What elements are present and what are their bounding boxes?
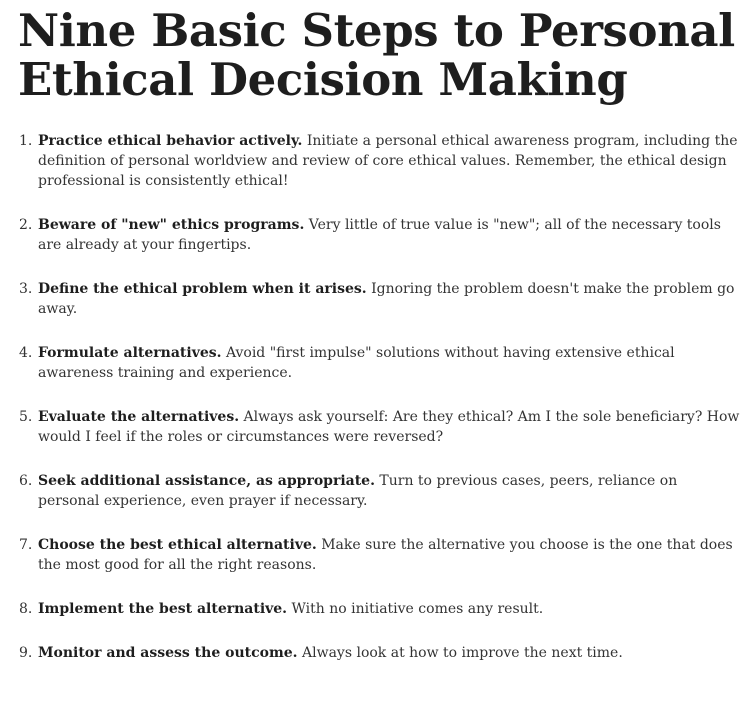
step-lead: Practice ethical behavior actively. [38, 133, 303, 149]
page-title: Nine Basic Steps to Personal Ethical Decision Making [18, 4, 735, 106]
step-lead: Beware of "new" ethics programs. [38, 217, 305, 233]
step-lead: Define the ethical problem when it arises. [38, 281, 367, 297]
step-text: Avoid "first impulse" solutions without having extensive ethical awareness training and experience. [38, 345, 675, 381]
step-text: Always look at how to improve the next time. [302, 645, 623, 661]
step-number: 7. [19, 537, 33, 553]
step-lead: Evaluate the alternatives. [38, 409, 240, 425]
steps-list [0, 131, 740, 687]
step-text: With no initiative comes any result. [291, 601, 544, 617]
step-lead: Formulate alternatives. [38, 345, 222, 361]
list-item [0, 131, 740, 191]
list-item [0, 279, 740, 319]
list-item [0, 407, 740, 447]
list-item [0, 343, 740, 383]
list-item [0, 471, 740, 511]
step-number: 6. [19, 473, 33, 489]
step-number: 3. [19, 281, 33, 297]
step-lead: Monitor and assess the outcome. [38, 645, 298, 661]
step-number: 5. [19, 409, 33, 425]
step-text: Always ask yourself: Are they ethical? Am I the sole beneficiary? How would I feel if the roles or circumstances were reversed? [38, 409, 740, 445]
list-item [0, 643, 740, 663]
step-number: 1. [19, 133, 33, 149]
step-text: Make sure the alternative you choose is the one that does the most good for all the right reasons. [38, 537, 733, 573]
list-item [0, 535, 740, 575]
step-text: Initiate a personal ethical awareness program, including the definition of personal worldview and review of core ethical values. Remember, the ethical design professional is consistently ethical! [38, 133, 738, 189]
step-number: 8. [19, 601, 33, 617]
step-lead: Seek additional assistance, as appropriate. [38, 473, 375, 489]
list-item [0, 215, 740, 255]
step-text: Very little of true value is "new"; all of the necessary tools are already at your fingertips. [38, 217, 721, 253]
step-lead: Choose the best ethical alternative. [38, 537, 317, 553]
step-number: 4. [19, 345, 33, 361]
step-text: Ignoring the problem doesn't make the problem go away. [38, 281, 735, 317]
step-number: 9. [19, 645, 33, 661]
list-item [0, 599, 740, 619]
step-text: Turn to previous cases, peers, reliance on personal experience, even prayer if necessary. [38, 473, 678, 509]
step-lead: Implement the best alternative. [38, 601, 288, 617]
step-number: 2. [19, 217, 33, 233]
